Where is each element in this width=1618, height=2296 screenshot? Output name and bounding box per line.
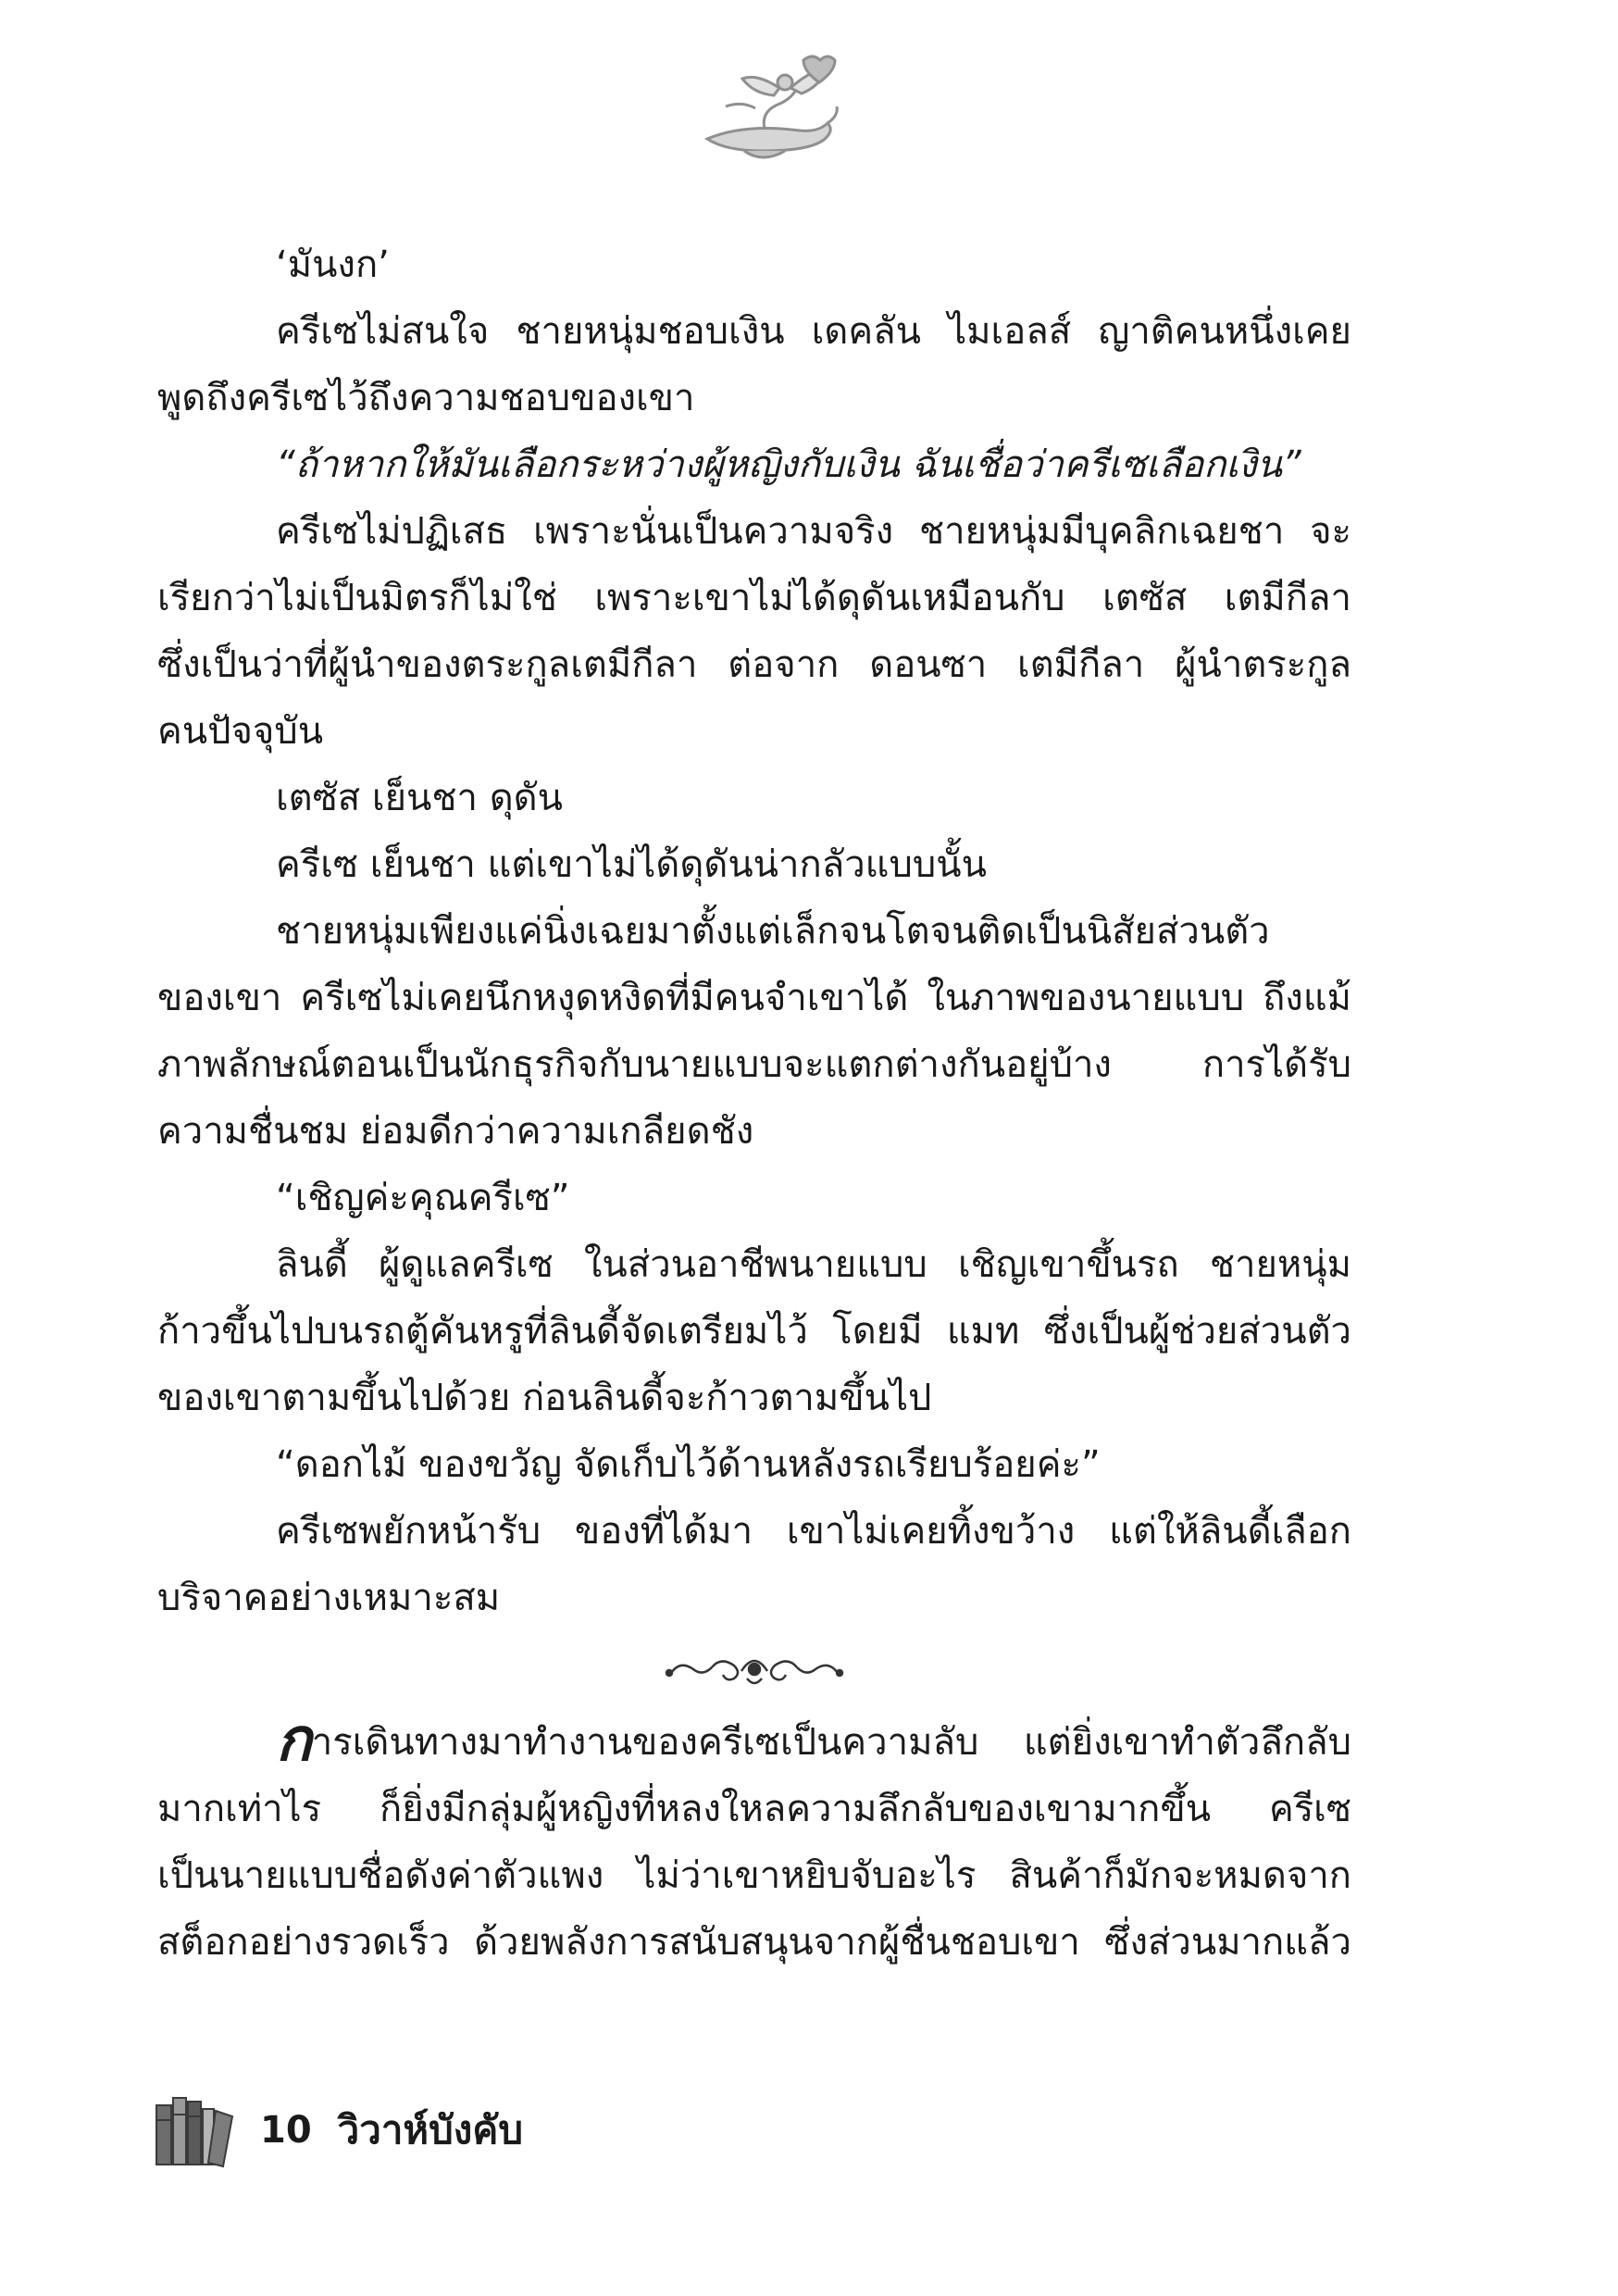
text-line: เป็นนายแบบชื่อดังค่าตัวแพง ไม่ว่าเขาหยิบจับอะไร สินค้าก็มักจะหมดจาก [157,1854,1351,1897]
text-line: ของเขา ครีเซไม่เคยนึกหงุดหงิดที่มีคนจำเขาได้ ในภาพของนายแบบ ถึงแม้ [157,977,1351,1019]
dropcap-line [157,1709,1351,1776]
text-line: สต็อกอย่างรวดเร็ว ด้วยพลังการสนับสนุนจากผู้ชื่นชอบเขา ซึ่งส่วนมากแล้ว [157,1921,1351,1964]
paragraphs-after-divider [157,1776,1351,1976]
text-line: ครีเซไม่สนใจ ชายหนุ่มชอบเงิน เดคลัน ไมเอลส์ ญาติคนหนึ่งเคย [276,310,1351,353]
text-line: พูดถึงครีเซไว้ถึงความชอบของเขา [157,377,695,419]
flourish-divider-icon [662,1647,847,1693]
page-footer [153,2089,523,2172]
body-text [157,231,1351,1976]
text-line: ครีเซพยักหน้ารับ ของที่ได้มา เขาไม่เคยทิ้งขว้าง แต่ให้ลินดี้เลือก [276,1510,1351,1553]
text-line: เรียกว่าไม่เป็นมิตรก็ไม่ใช่ เพราะเขาไม่ได้ดุดันเหมือนกับ เตซัส เตมีกีลา [157,577,1351,619]
books-icon [153,2092,238,2168]
text-line: “ดอกไม้ ของขวัญ จัดเก็บไว้ด้านหลังรถเรียบร้อยค่ะ” [276,1443,1101,1486]
dropcap-letter: ก [276,1709,312,1775]
text-line: เตซัส เย็นชา ดุดัน [276,777,563,819]
text-line: ของเขาตามขึ้นไปด้วย ก่อนลินดี้จะก้าวตามขึ้นไป [157,1377,932,1419]
text-line: ความชื่นชม ย่อมดีกว่าความเกลียดชัง [157,1110,754,1153]
text-line: “เชิญค่ะคุณครีเซ” [276,1177,570,1219]
text-line: ภาพลักษณ์ตอนเป็นนักธุรกิจกับนายแบบจะแตกต่างกันอยู่บ้าง การได้รับ [157,1043,1351,1086]
text-line: ‘มันงก’ [276,243,390,286]
text-line: ชายหนุ่มเพียงแค่นิ่งเฉยมาตั้งแต่เล็กจนโตจนติดเป็นนิสัยส่วนตัว [276,910,1270,953]
dropcap-line-text: ารเดินทางมาทำงานของครีเซเป็นความลับ แต่ยิ่งเขาทำตัวลึกลับ [311,1721,1351,1764]
paragraphs-before-divider [157,231,1351,1631]
section-divider [157,1631,1351,1709]
text-line: คนปัจจุบัน [157,710,324,753]
book-title: วิวาห์บังคับ [337,2107,524,2152]
text-line: ซึ่งเป็นว่าที่ผู้นำของตระกูลเตมีกีลา ต่อจาก ดอนซา เตมีกีลา ผู้นำตระกูล [157,643,1351,686]
text-line: ก้าวขึ้นไปบนรถตู้คันหรูที่ลินดี้จัดเตรียมไว้ โดยมี แมท ซึ่งเป็นผู้ช่วยส่วนตัว [157,1310,1351,1353]
text-line: ครีเซ เย็นชา แต่เขาไม่ได้ดุดันน่ากลัวแบบนั้น [276,843,987,886]
header-ornament-lamp-icon [689,51,846,167]
text-line: มากเท่าไร ก็ยิ่งมีกลุ่มผู้หญิงที่หลงใหลความลึกลับของเขามากขึ้น ครีเซ [157,1788,1351,1830]
text-line: ครีเซไม่ปฏิเสธ เพราะนั่นเป็นความจริง ชายหนุ่มมีบุคลิกเฉยชา จะ [276,510,1351,553]
text-line: ลินดี้ ผู้ดูแลครีเซ ในส่วนอาชีพนายแบบ เชิญเขาขึ้นรถ ชายหนุ่ม [276,1243,1351,1286]
text-line: บริจาคอย่างเหมาะสม [157,1577,501,1619]
text-line: “ถ้าหากให้มันเลือกระหว่างผู้หญิงกับเงิน ฉันเชื่อว่าครีเซเลือกเงิน” [276,443,1301,486]
page-number: 10 [260,2109,312,2152]
